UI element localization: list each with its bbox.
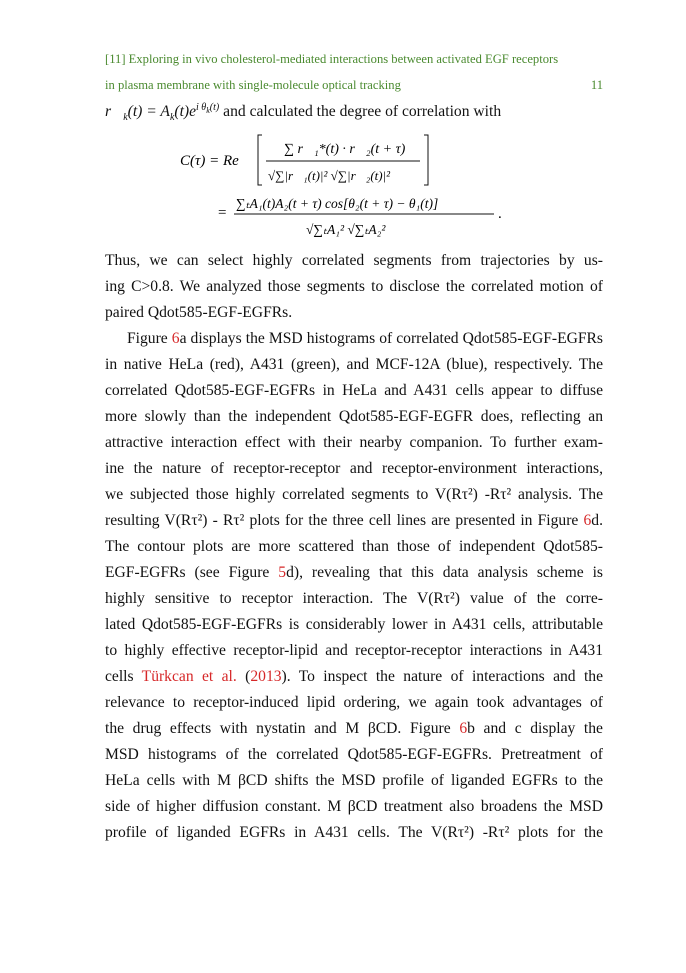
header-title-line1: [11] Exploring in vivo cholesterol-mediated interactions between activated EGF receptors	[105, 52, 559, 66]
eq-period: .	[498, 206, 502, 222]
p2-line: The contour plots are more scattered than those of independent Qdot585-	[105, 538, 603, 555]
p2-line: the drug effects with nystatin and M βCD. Figure 6b and c display the	[105, 720, 603, 737]
p2-line: EGF-EGFRs (see Figure 5d), revealing that this data analysis scheme is	[105, 564, 603, 581]
correlation-equation	[180, 130, 510, 245]
p2-line: highly sensitive to receptor interaction. The V(Rτ²) value of the corre-	[105, 590, 603, 607]
p2-line: resulting V(Rτ²) - Rτ² plots for the three cell lines are presented in Figure 6d.	[105, 512, 603, 529]
rk-expression: $r⃗_k(t) = A_k(t)e^{i \theta_k(t)}$	[105, 102, 220, 124]
running-header	[105, 46, 603, 98]
p2-line: relevance to receptor-induced lipid ordering, we again took advantages of	[105, 694, 603, 711]
p2-line: MSD histograms of the correlated Qdot585-EGF-EGFRs. Pretreatment of	[105, 746, 603, 763]
intro-line	[105, 102, 501, 123]
p2-line: side of higher diffusion constant. M βCD treatment also broadens the MSD	[105, 798, 603, 815]
p1-line: Thus, we can select highly correlated segments from trajectories by us-	[105, 252, 603, 269]
page-number: 11	[590, 78, 603, 92]
eq-equals: =	[218, 205, 227, 221]
p2-line: profile of liganded EGFRs in A431 cells. The V(Rτ²) -Rτ² plots for the	[105, 824, 603, 841]
eq-numerator2: ∑ₜA₁(t)A₂(t + τ) cos[θ₂(t + τ) − θ₁(t)]	[236, 196, 439, 211]
eq-denominator2: √∑ₜA₁² √∑ₜA₂²	[306, 222, 386, 237]
p2-line: we subjected those highly correlated segments to V(Rτ²) -Rτ² analysis. The	[105, 486, 603, 503]
intro-text: and calculated the degree of correlation with	[223, 103, 502, 121]
p1-line: paired Qdot585-EGF-EGFRs.	[105, 304, 293, 321]
left-bracket	[258, 135, 262, 185]
eq-numerator1: ∑ r⃗₁*(t) · r⃗₂(t + τ)	[284, 142, 406, 157]
eq-denominator1: √∑|r⃗₁(t)|² √∑|r⃗₂(t)|²	[268, 168, 391, 183]
eq-lhs: C(τ) = Re	[180, 153, 239, 169]
p2-line: ine the nature of receptor-receptor and receptor-environment interactions,	[105, 460, 603, 477]
right-bracket	[424, 135, 428, 185]
p1-line: ing C>0.8. We analyzed those segments to disclose the correlated motion of	[105, 278, 603, 295]
p2-line: Figure 6a displays the MSD histograms of correlated Qdot585-EGF-EGFRs	[127, 330, 603, 347]
p2-line: cells Türkcan et al. (2013). To inspect the nature of interactions and the	[105, 668, 604, 685]
p2-line: in native HeLa (red), A431 (green), and MCF-12A (blue), respectively. The	[105, 356, 603, 373]
p2-line: attractive interaction effect with their nearby companion. To further exam-	[105, 434, 603, 451]
body-paragraphs	[105, 248, 603, 846]
p2-line: correlated Qdot585-EGF-EGFRs in HeLa and A431 cells appear to diffuse	[105, 382, 603, 399]
p2-line: to highly effective receptor-lipid and receptor-receptor interactions in A431	[105, 642, 603, 659]
equation-svg	[180, 130, 510, 245]
p2-line: more slowly than the independent Qdot585-EGF-EGFR does, reflecting an	[105, 408, 603, 425]
p2-line: lated Qdot585-EGF-EGFRs is considerably lower in A431 cells, attributable	[105, 616, 603, 633]
header-title-line2: in plasma membrane with single-molecule optical tracking	[105, 78, 401, 92]
p2-line: HeLa cells with M βCD shifts the MSD profile of liganded EGFRs to the	[105, 772, 603, 789]
